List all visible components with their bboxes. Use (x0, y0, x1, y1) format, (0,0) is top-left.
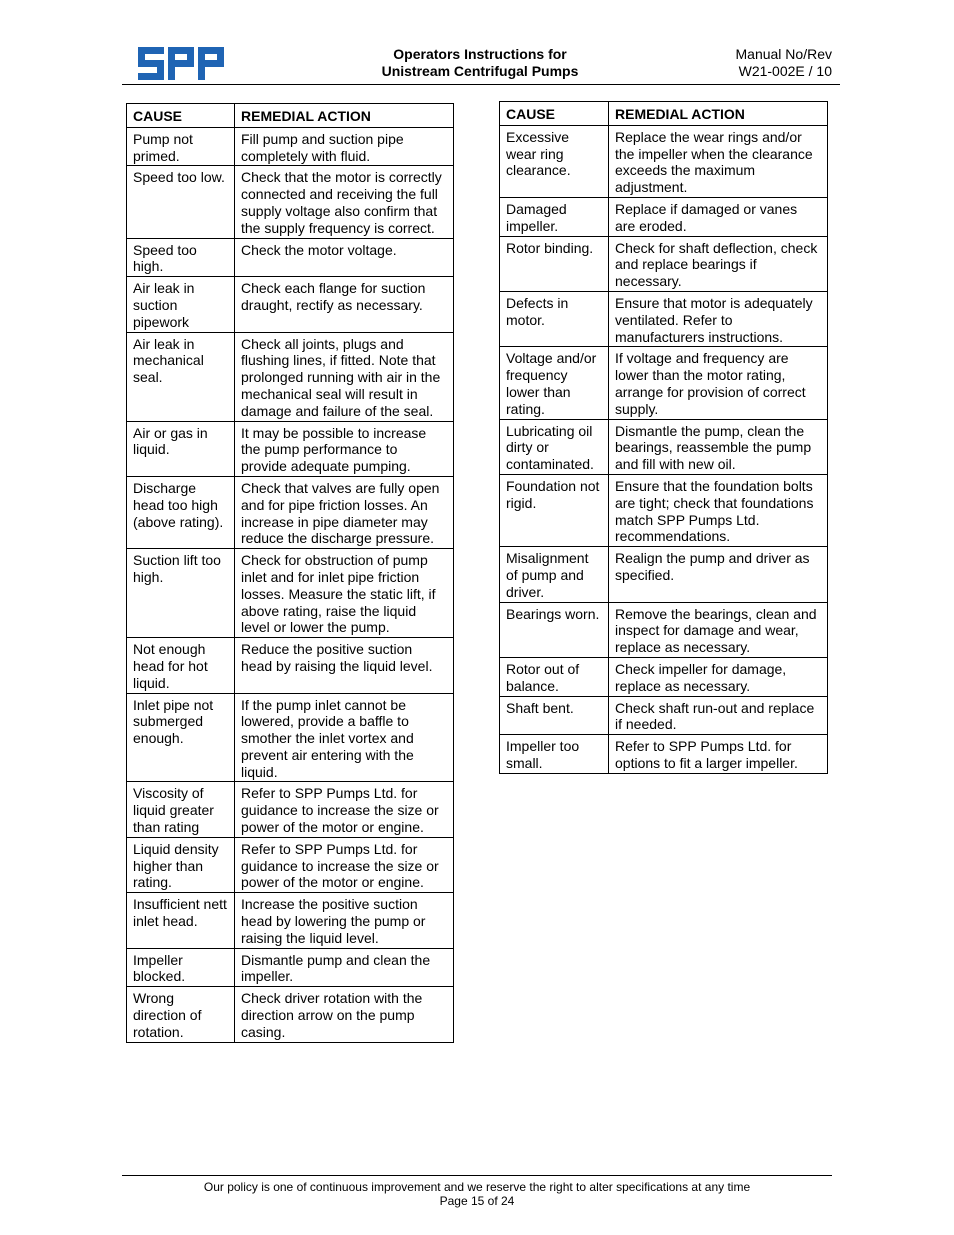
table-row (127, 332, 454, 421)
remedial-action-cell: Check that the motor is correctly connected and receiving the full supply voltage also confirm that the supply frequency is correct. (235, 166, 454, 238)
table-row (127, 277, 454, 332)
manual-number-label: Manual No/Rev (735, 46, 832, 62)
cause-cell: Air leak in suction pipework (127, 277, 235, 332)
remedial-action-cell: Replace if damaged or vanes are eroded. (609, 197, 828, 236)
troubleshooting-table-left (126, 103, 454, 1043)
page-footer (122, 1180, 832, 1208)
table-row (127, 238, 454, 277)
column-header-cause: CAUSE (127, 104, 235, 128)
column-header-remedial-action: REMEDIAL ACTION (235, 104, 454, 128)
cause-cell: Shaft bent. (500, 696, 609, 735)
remedial-action-cell: Replace the wear rings and/or the impeller when the clearance exceeds the maximum adjustment. (609, 125, 828, 197)
remedial-action-cell: It may be possible to increase the pump performance to provide adequate pumping. (235, 421, 454, 476)
remedial-action-cell: Check impeller for damage, replace as necessary. (609, 657, 828, 696)
remedial-action-cell: Check shaft run-out and replace if needed. (609, 696, 828, 735)
cause-cell: Rotor out of balance. (500, 657, 609, 696)
table-header-row (127, 104, 454, 128)
table-row (500, 474, 828, 546)
cause-cell: Impeller too small. (500, 735, 609, 774)
manual-number-value: W21-002E / 10 (738, 63, 832, 79)
cause-cell: Excessive wear ring clearance. (500, 125, 609, 197)
cause-cell: Rotor binding. (500, 236, 609, 291)
remedial-action-cell: Ensure that motor is adequately ventilated. Refer to manufacturers instructions. (609, 291, 828, 346)
table-row (127, 421, 454, 476)
remedial-action-cell: Check for shaft deflection, check and replace bearings if necessary. (609, 236, 828, 291)
table-row (127, 987, 454, 1042)
remedial-action-cell: Refer to SPP Pumps Ltd. for guidance to increase the size or power of the motor or engine. (235, 782, 454, 837)
remedial-action-cell: Fill pump and suction pipe completely with fluid. (235, 127, 454, 166)
table-row (500, 657, 828, 696)
table-row (500, 735, 828, 774)
table-row (127, 837, 454, 892)
cause-cell: Damaged impeller. (500, 197, 609, 236)
table-row (500, 236, 828, 291)
cause-cell: Defects in motor. (500, 291, 609, 346)
remedial-action-cell: Check driver rotation with the direction arrow on the pump casing. (235, 987, 454, 1042)
column-header-cause: CAUSE (500, 102, 609, 126)
policy-statement: Our policy is one of continuous improvement and we reserve the right to alter specifications at any time (203, 1180, 751, 1194)
remedial-action-cell: Check each flange for suction draught, rectify as necessary. (235, 277, 454, 332)
cause-cell: Suction lift too high. (127, 549, 235, 638)
table-body (500, 125, 828, 773)
table-row (500, 291, 828, 346)
cause-cell: Wrong direction of rotation. (127, 987, 235, 1042)
cause-cell: Liquid density higher than rating. (127, 837, 235, 892)
manual-number (660, 46, 832, 80)
footer-divider (122, 1175, 832, 1176)
troubleshooting-table-right (499, 101, 828, 774)
page-number: Page 15 of 24 (439, 1194, 515, 1208)
cause-cell: Inlet pipe not submerged enough. (127, 693, 235, 782)
remedial-action-cell: Reduce the positive suction head by raising the liquid level. (235, 638, 454, 693)
cause-cell: Bearings worn. (500, 602, 609, 657)
table-row (127, 549, 454, 638)
cause-cell: Discharge head too high (above rating). (127, 476, 235, 548)
remedial-action-cell: Refer to SPP Pumps Ltd. for guidance to increase the size or power of the motor or engine. (235, 837, 454, 892)
table-row (127, 782, 454, 837)
table-row (127, 127, 454, 166)
remedial-action-cell: Check that valves are fully open and for pipe friction losses. An increase in pipe diameter may reduce the discharge pressure. (235, 476, 454, 548)
table-row (500, 696, 828, 735)
remedial-action-cell: Check all joints, plugs and flushing lines, if fitted. Note that prolonged running with air in the mechanical seal will result in damage and failure of the seal. (235, 332, 454, 421)
table-row (500, 602, 828, 657)
remedial-action-cell: If voltage and frequency are lower than the motor rating, arrange for provision of correct supply. (609, 347, 828, 419)
remedial-action-cell: Dismantle pump and clean the impeller. (235, 948, 454, 987)
remedial-action-cell: Check for obstruction of pump inlet and for inlet pipe friction losses. Measure the static lift, if above rating, raise the liquid level or lower the pump. (235, 549, 454, 638)
cause-cell: Air or gas in liquid. (127, 421, 235, 476)
cause-cell: Insufficient nett inlet head. (127, 893, 235, 948)
table-row (127, 948, 454, 987)
cause-cell: Pump not primed. (127, 127, 235, 166)
remedial-action-cell: Realign the pump and driver as specified. (609, 547, 828, 602)
table-header-row (500, 102, 828, 126)
table-row (500, 419, 828, 474)
page-header (0, 0, 954, 90)
table-row (127, 638, 454, 693)
cause-cell: Lubricating oil dirty or contaminated. (500, 419, 609, 474)
table-row (500, 197, 828, 236)
table-row (500, 547, 828, 602)
remedial-action-cell: Remove the bearings, clean and inspect for damage and wear, replace as necessary. (609, 602, 828, 657)
document-title (320, 46, 640, 80)
cause-cell: Not enough head for hot liquid. (127, 638, 235, 693)
remedial-action-cell: Refer to SPP Pumps Ltd. for options to fit a larger impeller. (609, 735, 828, 774)
remedial-action-cell: Check the motor voltage. (235, 238, 454, 277)
remedial-action-cell: Dismantle the pump, clean the bearings, reassemble the pump and fill with new oil. (609, 419, 828, 474)
table-row (500, 125, 828, 197)
table-row (127, 166, 454, 238)
cause-cell: Air leak in mechanical seal. (127, 332, 235, 421)
remedial-action-cell: If the pump inlet cannot be lowered, provide a baffle to smother the inlet vortex and prevent air entering with the liquid. (235, 693, 454, 782)
document-title-line1: Operators Instructions for (393, 46, 567, 62)
cause-cell: Foundation not rigid. (500, 474, 609, 546)
table-body (127, 127, 454, 1042)
cause-cell: Speed too high. (127, 238, 235, 277)
cause-cell: Misalignment of pump and driver. (500, 547, 609, 602)
column-header-remedial-action: REMEDIAL ACTION (609, 102, 828, 126)
remedial-action-cell: Ensure that the foundation bolts are tight; check that foundations match SPP Pumps Ltd. recommendations. (609, 474, 828, 546)
spp-logo-icon (138, 47, 224, 80)
cause-cell: Impeller blocked. (127, 948, 235, 987)
cause-cell: Voltage and/or frequency lower than rating. (500, 347, 609, 419)
remedial-action-cell: Increase the positive suction head by lowering the pump or raising the liquid level. (235, 893, 454, 948)
cause-cell: Viscosity of liquid greater than rating (127, 782, 235, 837)
table-row (500, 347, 828, 419)
cause-cell: Speed too low. (127, 166, 235, 238)
document-title-line2: Unistream Centrifugal Pumps (381, 63, 579, 79)
table-row (127, 476, 454, 548)
table-row (127, 893, 454, 948)
table-row (127, 693, 454, 782)
header-divider (122, 84, 840, 85)
